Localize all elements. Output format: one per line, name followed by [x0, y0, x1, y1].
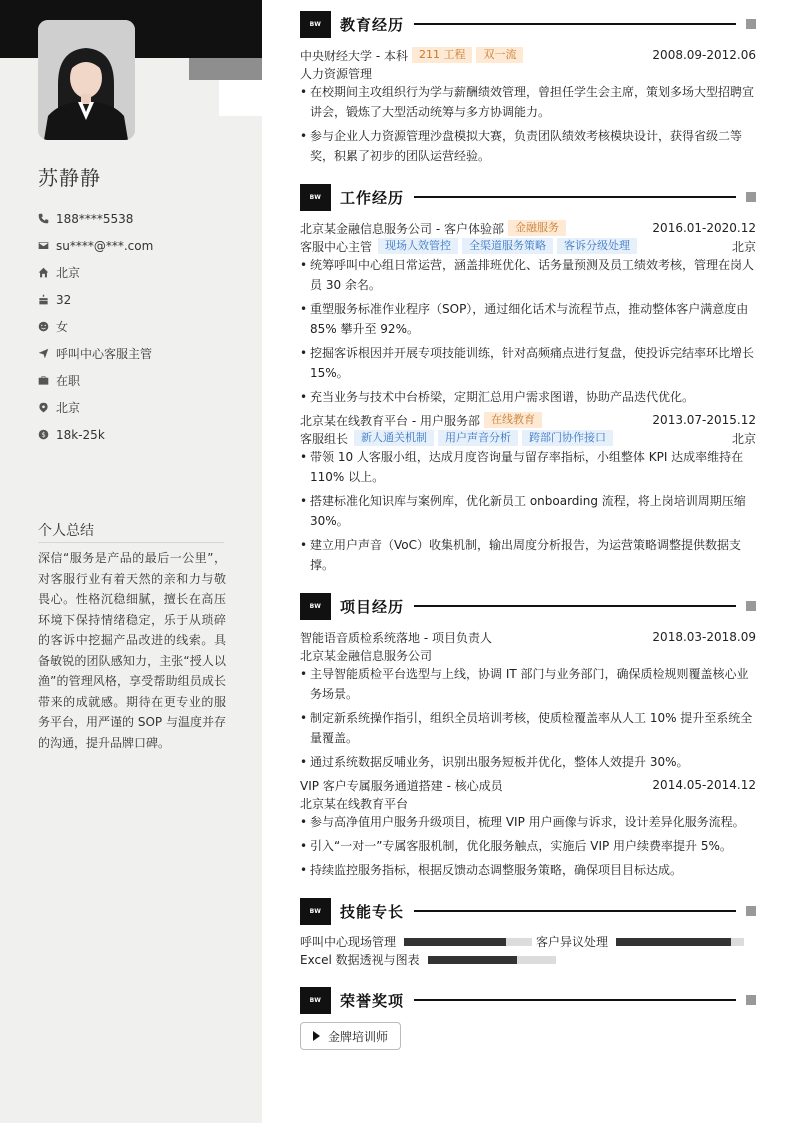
role: 客服组长 [300, 431, 349, 446]
education-header-row [300, 46, 756, 64]
projects-section-header [300, 592, 756, 620]
briefcase-icon [38, 375, 56, 386]
skill-tag: 全渠道服务策略 [462, 238, 553, 254]
skill-level-fill [428, 956, 518, 964]
skill-item [536, 933, 744, 950]
email-value: su****@***.com [56, 238, 154, 253]
role: 客服中心主管 [300, 239, 373, 254]
skill-tag: 现场人效管控 [378, 238, 458, 254]
section-end-marker [746, 995, 756, 1005]
school-tag: 双一流 [476, 47, 523, 63]
school-tag: 211 工程 [412, 47, 473, 63]
project-org: 北京某金融信息服务公司 [300, 648, 433, 663]
gender-item [38, 313, 248, 340]
work-header-row [300, 411, 756, 429]
face-icon [38, 321, 56, 332]
honor-item [300, 1022, 401, 1050]
major: 人力资源管理 [300, 66, 373, 81]
skill-level-bar [428, 956, 556, 964]
section-divider [414, 196, 736, 198]
work-section-header [300, 183, 756, 211]
send-icon [38, 348, 56, 359]
skill-name: 客户异议处理 [536, 935, 609, 949]
section-badge: BW [300, 987, 331, 1014]
education-section-header [300, 10, 756, 38]
salary-item [38, 421, 248, 448]
section-divider [414, 23, 736, 25]
section-badge: BW [300, 11, 331, 38]
target-position-value: 呼叫中心客服主管 [56, 347, 153, 361]
candidate-name: 苏静静 [38, 166, 101, 190]
skill-tag: 客诉分级处理 [557, 238, 637, 254]
company-line: 北京某金融信息服务公司 - 客户体验部 [300, 221, 504, 236]
section-badge: BW [300, 593, 331, 620]
skill-tag: 跨部门协作接口 [522, 430, 613, 446]
project-header-row [300, 628, 756, 646]
svg-text:$: $ [41, 430, 46, 439]
skill-item [300, 933, 532, 950]
education-period: 2008.09-2012.06 [652, 48, 756, 62]
summary-title: 个人总结 [38, 520, 224, 543]
work-bullet: • 挖掘客诉根因并开展专项技能训练，针对高频痛点进行复盘，使投诉完结率环比增长 15%。 [300, 343, 756, 383]
section-badge: BW [300, 898, 331, 925]
decorative-white-block [219, 80, 262, 116]
section-divider [414, 605, 736, 607]
skill-level-fill [404, 938, 506, 946]
status-value: 在职 [56, 374, 81, 388]
project-bullet: • 持续监控服务指标，根据反馈动态调整服务策略，确保项目目标达成。 [300, 860, 756, 880]
sidebar-fill-block [189, 80, 219, 112]
work-period: 2016.01-2020.12 [652, 221, 756, 235]
honors-section-header [300, 986, 756, 1014]
target-position-item [38, 340, 248, 367]
education-major-row [300, 64, 756, 82]
project-bullet: • 参与高净值用户服务升级项目，梳理 VIP 用户画像与诉求，设计差异化服务流程。 [300, 812, 756, 832]
project-period: 2018.03-2018.09 [652, 630, 756, 644]
currency-icon [38, 429, 56, 440]
work-role-row [300, 237, 756, 255]
school-line: 中央财经大学 - 本科 [300, 48, 408, 63]
section-end-marker [746, 19, 756, 29]
skill-name: Excel 数据透视与图表 [300, 953, 420, 967]
section-title: 工作经历 [340, 188, 405, 207]
section-divider [414, 910, 736, 912]
project-org: 北京某在线教育平台 [300, 796, 409, 811]
project-org-row [300, 794, 756, 812]
project-bullet: • 通过系统数据反哺业务，识别出服务短板并优化，整体人效提升 30%。 [300, 752, 756, 772]
project-bullet: • 主导智能质检平台选型与上线，协调 IT 部门与业务部门，确保质检规则覆盖核心业务场景。 [300, 664, 756, 704]
honor-name: 金牌培训师 [328, 1029, 389, 1044]
contact-info-list [38, 205, 248, 448]
play-triangle-icon [313, 1031, 320, 1041]
work-bullet: • 建立用户声音（VoC）收集机制，输出周度分析报告，为运营策略调整提供数据支撑。 [300, 535, 756, 575]
project-org-row [300, 646, 756, 664]
project-title: 智能语音质检系统落地 - 项目负责人 [300, 630, 492, 645]
education-bullet: • 在校期间主攻组织行为学与薪酬绩效管理，曾担任学生会主席，策划多场大型招聘宣讲会，锻炼了大型活动统筹与多方协调能力。 [300, 82, 756, 122]
education-bullet: • 参与企业人力资源管理沙盘模拟大赛，负责团队绩效考核模块设计，获得省级二等奖，积累了初步的团队运营经验。 [300, 126, 756, 166]
age-value: 32 [56, 292, 72, 307]
summary-text: 深信“服务是产品的最后一公里”，对客服行业有着天然的亲和力与敬畏心。性格沉稳细腻，擅长在高压环境下保持情绪稳定，乐于从琐碎的客诉中挖掘产品改进的线索。具备敏锐的团队感知力，主张“授人以渔”的管理风格，享受帮助组员成长带来的成就感。期待在更专业的服务平台，用严谨的 SOP 与温度并存的沟通，提升品牌口碑。 [38, 551, 226, 750]
section-title: 教育经历 [340, 15, 405, 34]
skill-level-bar [404, 938, 532, 946]
section-title: 项目经历 [340, 597, 405, 616]
section-end-marker [746, 906, 756, 916]
project-bullet: • 引入“一对一”专属客服机制，优化服务触点，实施后 VIP 用户续费率提升 5%。 [300, 836, 756, 856]
company-line: 北京某在线教育平台 - 用户服务部 [300, 413, 480, 428]
section-badge: BW [300, 184, 331, 211]
section-title: 荣誉奖项 [340, 991, 405, 1010]
age-item [38, 286, 248, 313]
skill-item [300, 951, 556, 968]
skill-level-bar [616, 938, 744, 946]
email-icon [38, 240, 56, 251]
work-city: 北京 [731, 239, 756, 254]
skill-level-fill [616, 938, 731, 946]
location-value: 北京 [56, 266, 81, 280]
section-end-marker [746, 192, 756, 202]
work-header-row [300, 219, 756, 237]
section-divider [414, 999, 736, 1001]
email-item [38, 232, 248, 259]
skill-tag: 用户声音分析 [438, 430, 518, 446]
work-bullet: • 重塑服务标准作业程序（SOP），通过细化话术与流程节点，推动整体客户满意度由 85% 攀升至 92%。 [300, 299, 756, 339]
gender-value: 女 [56, 320, 69, 334]
section-title: 技能专长 [340, 902, 405, 921]
phone-icon [38, 213, 56, 224]
location-pin-icon [38, 402, 56, 413]
work-city: 北京 [731, 431, 756, 446]
status-item [38, 367, 248, 394]
project-bullet: • 制定新系统操作指引，组织全员培训考核，使质检覆盖率从人工 10% 提升至系统全量覆盖。 [300, 708, 756, 748]
sidebar [0, 0, 262, 1123]
skill-tag: 新人通关机制 [354, 430, 434, 446]
home-icon [38, 267, 56, 278]
skill-name: 呼叫中心现场管理 [300, 935, 397, 949]
work-bullet: • 统筹呼叫中心组日常运营，涵盖排班优化、话务量预测及员工绩效考核，管理在岗人员 30 余名。 [300, 255, 756, 295]
project-header-row [300, 776, 756, 794]
section-end-marker [746, 601, 756, 611]
industry-tag: 金融服务 [508, 220, 566, 236]
profile-photo [38, 20, 135, 140]
cake-icon [38, 294, 56, 305]
salary-value: 18k-25k [56, 427, 105, 442]
target-city-value: 北京 [56, 401, 81, 415]
phone-value: 188****5538 [56, 211, 134, 226]
work-period: 2013.07-2015.12 [652, 413, 756, 427]
project-title: VIP 客户专属服务通道搭建 - 核心成员 [300, 778, 503, 793]
location-item [38, 259, 248, 286]
project-period: 2014.05-2014.12 [652, 778, 756, 792]
work-bullet: • 带领 10 人客服小组，达成月度咨询量与留存率指标，小组整体 KPI 达成率维持在 110% 以上。 [300, 447, 756, 487]
phone-item [38, 205, 248, 232]
work-bullet: • 搭建标准化知识库与案例库，优化新员工 onboarding 流程，将上岗培训周期压缩 30%。 [300, 491, 756, 531]
industry-tag: 在线教育 [484, 412, 542, 428]
skills-section-header [300, 897, 756, 925]
work-bullet: • 充当业务与技术中台桥梁，定期汇总用户需求图谱，协助产品迭代优化。 [300, 387, 756, 407]
work-role-row [300, 429, 756, 447]
decorative-gray-block [189, 58, 262, 80]
target-city-item [38, 394, 248, 421]
